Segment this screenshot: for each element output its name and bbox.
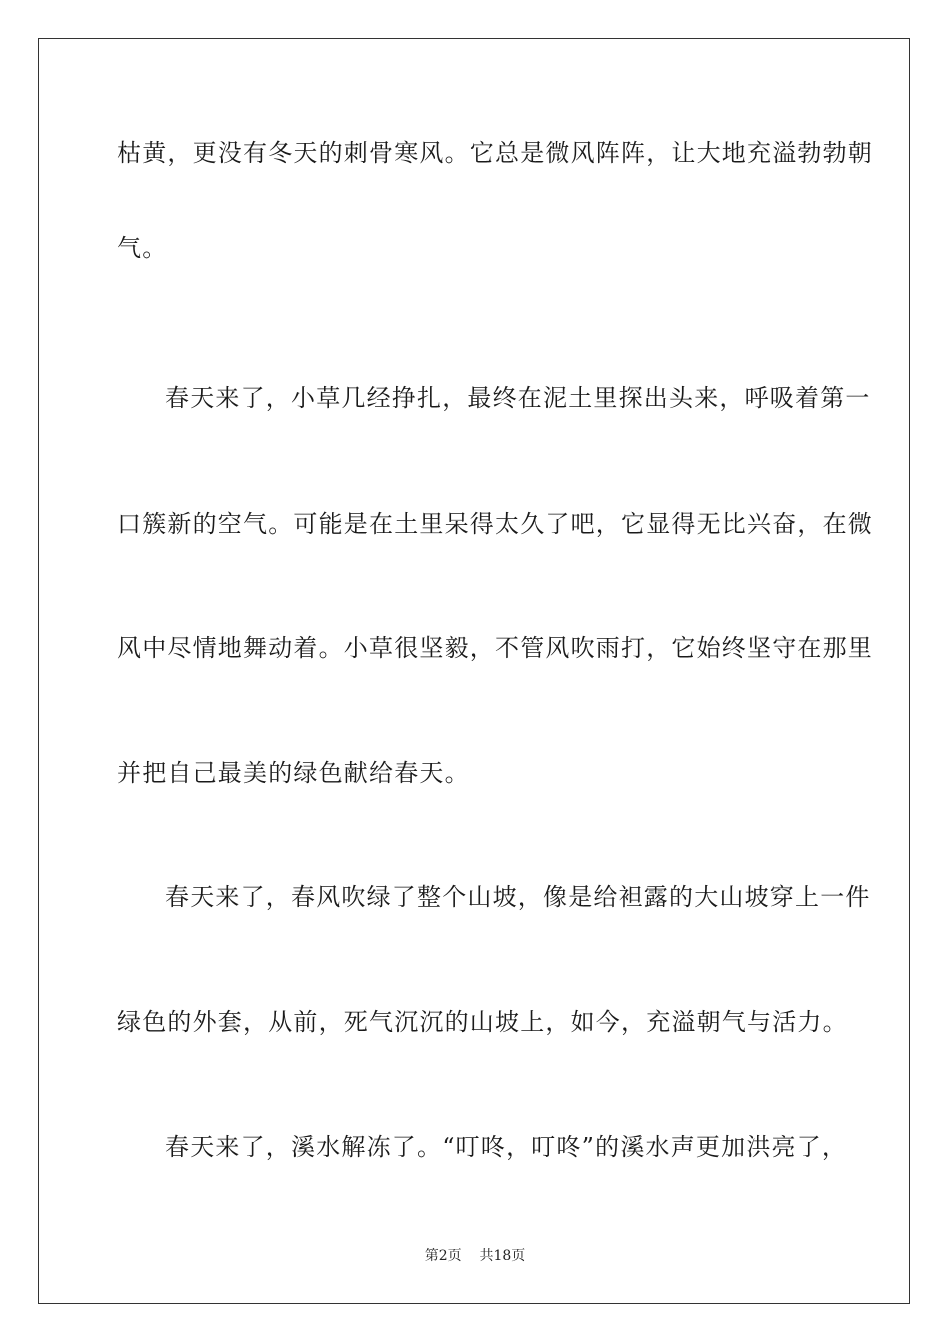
text-line: 并把自己最美的绿色献给春天。	[117, 759, 470, 787]
paragraph-start-line: 春天来了，溪水解冻了。“叮咚，叮咚”的溪水声更加洪亮了，	[165, 1133, 848, 1161]
text-line: 口簇新的空气。可能是在土里呆得太久了吧，它显得无比兴奋，在微	[117, 510, 873, 538]
text-line: 风中尽情地舞动着。小草很坚毅，不管风吹雨打，它始终坚守在那里	[117, 634, 873, 662]
paragraph-start-line: 春天来了，春风吹绿了整个山坡，像是给袒露的大山坡穿上一件	[165, 883, 871, 911]
page-total: 共18页	[479, 1248, 526, 1264]
text-line: 气。	[117, 234, 168, 262]
text-line: 绿色的外套，从前，死气沉沉的山坡上，如今，充溢朝气与活力。	[117, 1008, 848, 1036]
text-line: 枯黄，更没有冬天的刺骨寒风。它总是微风阵阵，让大地充溢勃勃朝	[117, 139, 873, 167]
page-border	[38, 38, 910, 1304]
page-number: 第2页	[424, 1248, 462, 1264]
page-footer	[0, 1247, 950, 1265]
paragraph-start-line: 春天来了，小草几经挣扎，最终在泥土里探出头来，呼吸着第一	[165, 384, 871, 412]
